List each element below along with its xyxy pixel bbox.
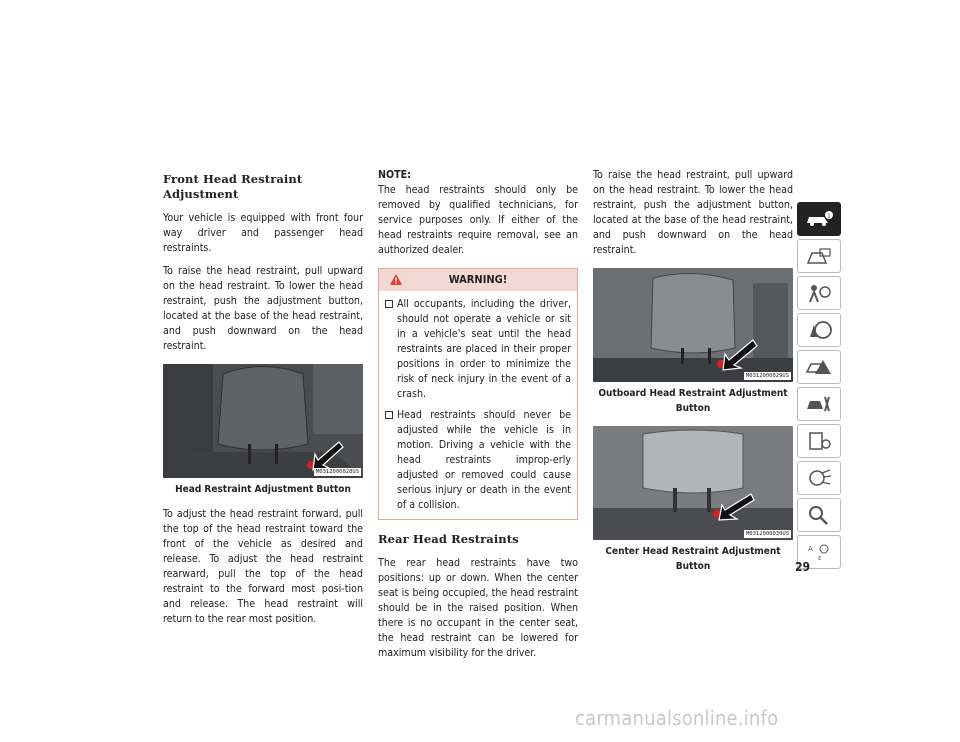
watermark: carmanualsonline.info bbox=[575, 706, 779, 730]
chapter-tabs bbox=[797, 202, 841, 572]
figure-outboard-restraint-photo bbox=[593, 268, 793, 382]
tab-dashboard[interactable] bbox=[797, 239, 841, 273]
starting-icon bbox=[804, 319, 834, 341]
dashboard-icon bbox=[804, 245, 834, 267]
svg-text:ε: ε bbox=[818, 554, 822, 562]
warning-item bbox=[385, 297, 571, 402]
seat-photo-image bbox=[163, 364, 363, 478]
tab-starting-operating[interactable] bbox=[797, 313, 841, 347]
warning-box bbox=[378, 268, 578, 520]
page-number: 29 bbox=[795, 560, 811, 574]
column-right bbox=[593, 168, 793, 584]
figure-caption: Center Head Restraint Adjustment Button bbox=[605, 546, 781, 572]
service-icon bbox=[804, 393, 834, 415]
figure-center-restraint-photo bbox=[593, 426, 793, 540]
car-info-icon bbox=[804, 209, 834, 229]
tab-safety[interactable] bbox=[797, 276, 841, 310]
safety-icon bbox=[804, 282, 834, 304]
paragraph: Your vehicle is equipped with front four way driver and passenger head restraints. bbox=[163, 212, 363, 254]
tab-multimedia[interactable] bbox=[797, 461, 841, 495]
multimedia-icon bbox=[804, 467, 834, 489]
outboard-restraint-image bbox=[593, 268, 793, 382]
center-restraint-image bbox=[593, 426, 793, 540]
tab-technical-specifications[interactable] bbox=[797, 424, 841, 458]
figure-head-restraint-photo bbox=[163, 364, 363, 478]
warning-triangle-icon bbox=[389, 273, 403, 286]
warning-title: WARNING! bbox=[448, 273, 508, 286]
warning-text: Head restraints should never be adjusted while the vehicle is in motion. Driving a vehicle with the head restraints improp-erly adjusted or removed could cause serious injury or death in the event of a collision. bbox=[397, 409, 571, 511]
svg-text:A: A bbox=[808, 545, 813, 553]
paragraph: The rear head restraints have two positions: up or down. When the center seat is being occupied, the head restraint should be in the raised position. When there is no occupant in the center seat, the head restraint can be lowered for maximum visibility for the driver. bbox=[378, 557, 578, 659]
figure-code: M0312000028US bbox=[315, 469, 359, 475]
column-left bbox=[163, 168, 363, 635]
warning-header bbox=[379, 269, 577, 291]
warning-item bbox=[385, 408, 571, 513]
svg-text:i: i bbox=[828, 213, 830, 220]
column-middle bbox=[378, 168, 578, 669]
warning-text: All occupants, including the driver, should not operate a vehicle or sit in a vehicle's seat until the head restraints are placed in their proper positions in order to minimize the risk of neck injury in the event of a crash. bbox=[397, 298, 571, 400]
section-heading-rear-head-restraints: Rear Head Restraints bbox=[378, 532, 519, 546]
specifications-icon bbox=[804, 430, 834, 452]
tab-servicing[interactable] bbox=[797, 387, 841, 421]
section-heading-front-head-restraint: Front Head Restraint Adjustment bbox=[163, 172, 303, 201]
checkbox-bullet-icon bbox=[385, 411, 393, 419]
note-text: The head restraints should only be removed by qualified technicians, for service purposes only. If either of the head restraints require removal, see an authorized dealer. bbox=[378, 184, 578, 256]
note-title: NOTE: bbox=[378, 169, 411, 181]
figure-code: M0312000029US bbox=[745, 373, 789, 379]
tab-index[interactable] bbox=[797, 498, 841, 532]
paragraph: To raise the head restraint, pull upward on the head restraint. To lower the head restraint, push the adjustment button, located at the base of the head restraint, and push downward on the head restraint. bbox=[593, 169, 793, 256]
warning-list bbox=[385, 297, 571, 513]
figure-code: M0312000030US bbox=[745, 531, 789, 537]
figure-caption: Outboard Head Restraint Adjustment Button bbox=[598, 388, 788, 414]
tab-in-case-of-emergency[interactable] bbox=[797, 350, 841, 384]
index-icon bbox=[804, 504, 834, 526]
paragraph: To raise the head restraint, pull upward on the head restraint. To lower the head restraint, push the adjustment button, located at the base of the head restraint, and push downward on the head restraint. bbox=[163, 265, 363, 352]
tab-getting-to-know-vehicle[interactable] bbox=[797, 202, 841, 236]
figure-caption: Head Restraint Adjustment Button bbox=[175, 484, 351, 495]
emergency-icon bbox=[804, 356, 834, 378]
checkbox-bullet-icon bbox=[385, 300, 393, 308]
paragraph: To adjust the head restraint forward, pull the top of the head restraint toward the front of the vehicle as desired and release. To adjust the head restraint rearward, pull the top of the head restraint to the forward most posi-tion and release. The head restraint will return to the rear most position. bbox=[163, 508, 363, 625]
